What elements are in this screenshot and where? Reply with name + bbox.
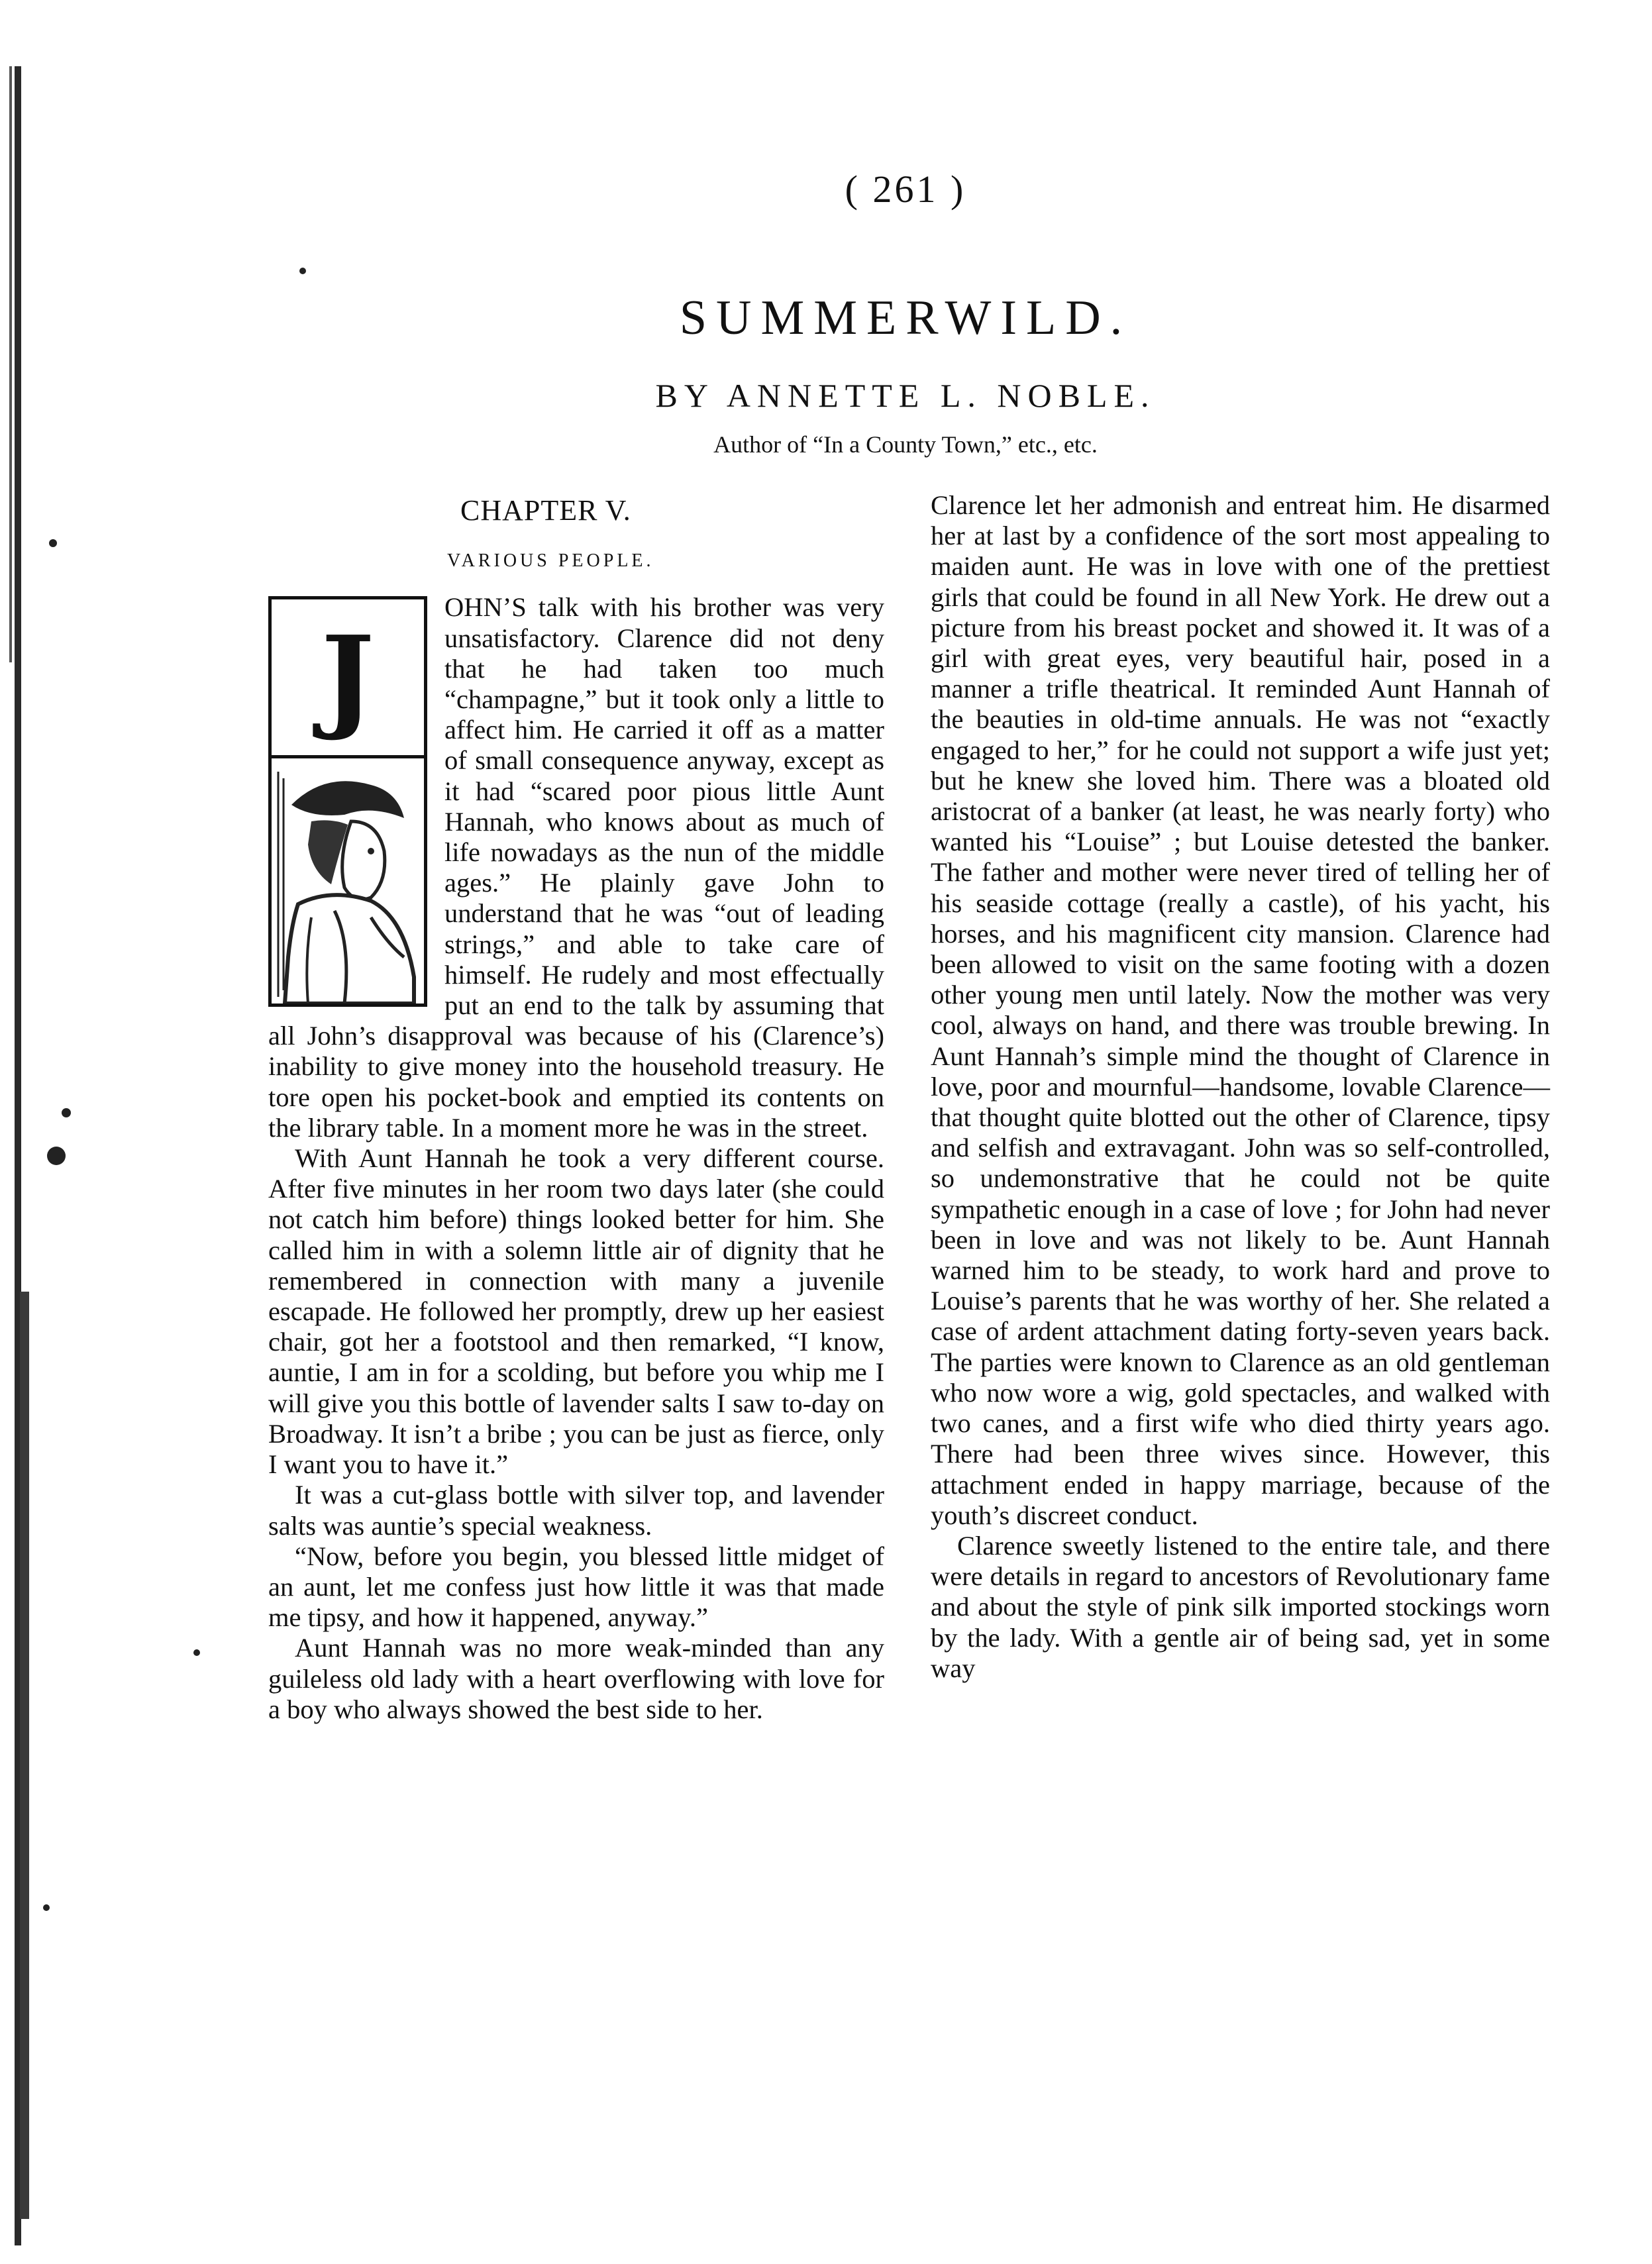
paragraph: “Now, before you begin, you blessed little midget of an aunt, let me confess just how little it was that made me tipsy, and how it happened, anyway.” bbox=[268, 1541, 884, 1633]
binding-fleck bbox=[43, 1904, 50, 1911]
paragraph: Aunt Hannah was no more weak-minded than any guileless old lady with a heart overflowing with love for a boy who always showed the best side to her. bbox=[268, 1633, 884, 1724]
author-note: Author of “In a County Town,” etc., etc. bbox=[713, 431, 1098, 458]
chapter-heading: CHAPTER V. bbox=[460, 494, 631, 527]
page-binding-edge bbox=[0, 0, 79, 2261]
chapter-subtitle: VARIOUS PEOPLE. bbox=[447, 550, 654, 572]
colonial-figure-illustration bbox=[272, 758, 424, 1003]
article-byline: BY ANNETTE L. NOBLE. bbox=[655, 377, 1156, 414]
paragraph: Clarence let her admonish and entreat him. He disarmed her at last by a confidence of the sort most appealing to maiden aunt. He was in love with one of the prettiest girls that could be found in all New York. He drew out a picture from his breast pocket and showed it. It was of a girl with great eyes, very beautiful hair, posed in a manner a trifle theatrical. It reminded Aunt Hannah of the beauties in old-time annuals. He was not “exactly engaged to her,” for he could not support a wife just yet; but he knew she loved him. There was a bloated old aristocrat of a banker (at least, he was nearly forty) who wanted his “Louise” ; but Louise detested the banker. The father and mother were never tired of telling her of his seaside cottage (really a castle), of his yacht, his horses, and his magnificent city mansion. Clarence had been allowed to visit on the same footing with a dozen other young men until lately. Now the mother was very cool, always on hand, and there was trouble brewing. In Aunt Hannah’s simple mind the thought of Clarence in love, poor and mournful—handsome, lovable Clarence—that thought quite blotted out the other of Clarence, tipsy and selfish and extravagant. John was so self-controlled, so undemonstrative that he could not be quite sympathetic enough in a case of love ; for John had never been in love and was not likely to be. Aunt Hannah warned him to be steady, to work hard and prove to Louise’s parents that he was worthy of her. She related a case of ardent attachment dating forty-seven years back. The parties were known to Clarence as an old gentleman who now wore a wig, gold spectacles, and walked with two canes, and a first wife who died thirty years ago. There had been three wives since. However, this attachment ended in happy marriage, because of the youth’s discreet conduct. bbox=[931, 490, 1550, 1530]
binding-shadow-graphic bbox=[0, 0, 79, 2261]
binding-shadow-lower bbox=[20, 1292, 29, 2219]
binding-fleck bbox=[62, 1108, 71, 1117]
paragraph: It was a cut-glass bottle with silver top, and lavender salts was auntie’s special weakness. bbox=[268, 1480, 884, 1541]
binding-fleck bbox=[49, 539, 57, 547]
right-column bbox=[931, 490, 1550, 1684]
print-fleck bbox=[193, 1649, 200, 1656]
left-column bbox=[268, 490, 884, 1725]
drop-cap-block bbox=[268, 596, 427, 1007]
article-title: SUMMERWILD. bbox=[679, 291, 1132, 345]
print-fleck bbox=[299, 268, 306, 274]
paragraph: OHN’S talk with his brother was very unsatisfactory. Clarence did not deny that he had taken too much “champagne,” but it took only a little to affect him. He carried it off as a matter of small consequence anyway, except as it had “scared poor pious little Aunt Hannah, who knows about as much of life nowadays as the nun of the middle ages.” He plainly gave John to understand that he was “out of leading strings,” and able to take care of himself. He rudely and most effectually put an end to the talk by assuming that all John’s disapproval was because of his (Clarence’s) inability to give money into the household treasury. He tore open his pocket-book and emptied its contents on the library table. In a moment more he was in the street. bbox=[268, 592, 884, 1143]
paragraph: Clarence sweetly listened to the entire tale, and there were details in regard to ancestors of Revolutionary fame and about the style of pink silk imported stockings worn by the lady. With a gentle air of being sad, yet in some way bbox=[931, 1530, 1550, 1683]
binding-line-thin bbox=[9, 66, 12, 662]
binding-fleck bbox=[47, 1147, 66, 1165]
page-number: ( 261 ) bbox=[845, 168, 966, 211]
paragraph: With Aunt Hannah he took a very different course. After five minutes in her room two days later (she could not catch him before) things looked better for him. She called him in with a solemn little air of dignity that he remembered in connection with many a juvenile escapade. He followed her promptly, drew up her easiest chair, got her a footstool and then remarked, “I know, auntie, I am in for a scolding, but before you whip me I will give you this bottle of lavender salts I saw to-day on Broadway. It isn’t a bribe ; you can be just as fierce, only I want you to have it.” bbox=[268, 1143, 884, 1480]
drop-cap-letter: J bbox=[272, 599, 424, 758]
